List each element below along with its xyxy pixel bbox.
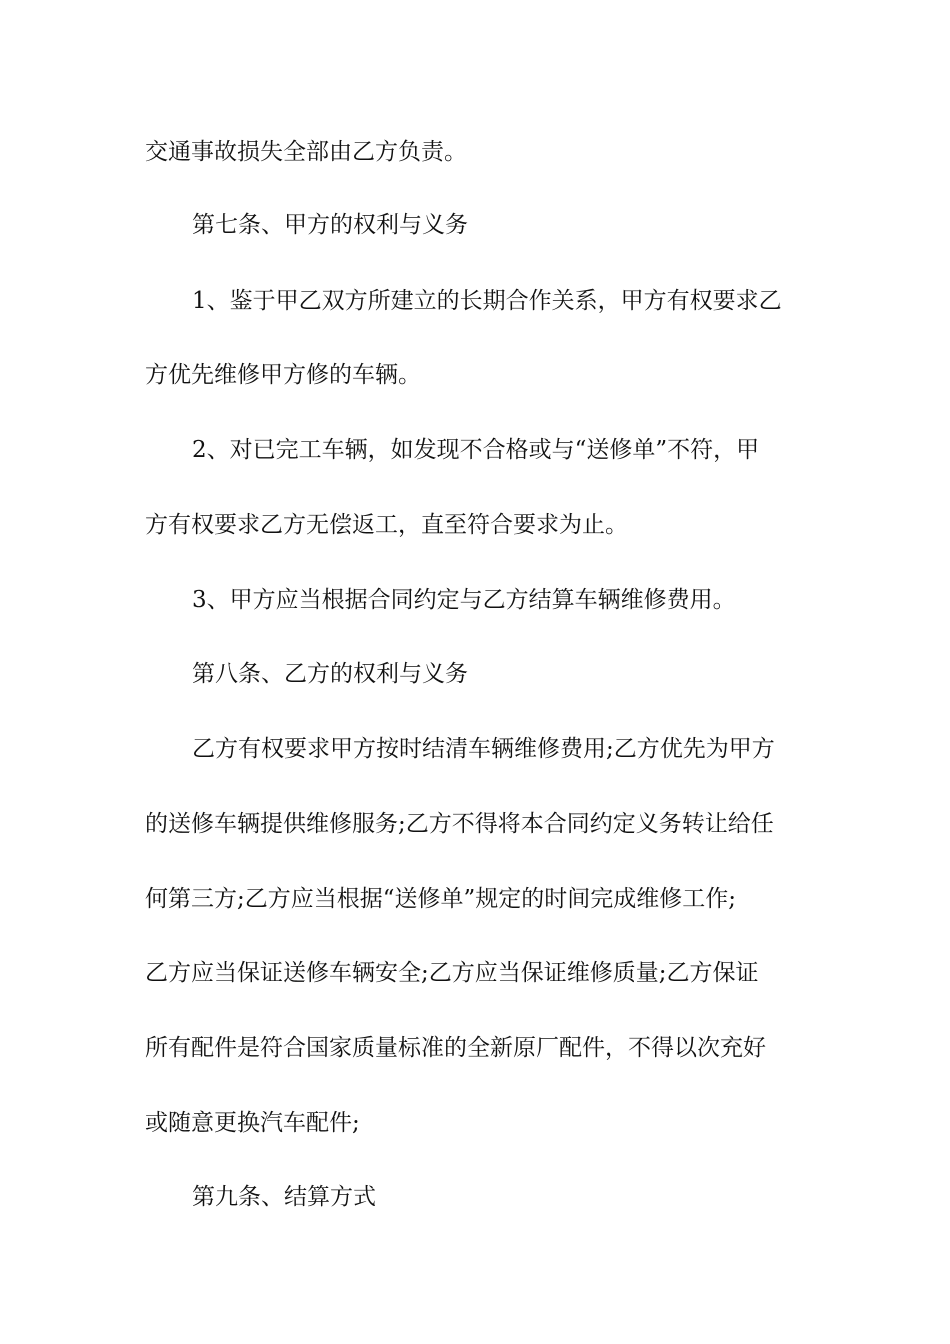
section-heading-8: 第八条、乙方的权利与义务 (192, 661, 468, 687)
text-line-4: 方优先维修甲方修的车辆。 (145, 362, 421, 388)
section-heading-9: 第九条、结算方式 (192, 1184, 376, 1210)
text-line-6: 方有权要求乙方无偿返工，直至符合要求为止。 (145, 512, 628, 538)
text-line-5: 2、对已完工车辆，如发现不合格或与“送修单”不符，甲 (192, 437, 760, 463)
text-line-3: 1、鉴于甲乙双方所建立的长期合作关系，甲方有权要求乙 (192, 288, 782, 314)
text-line-10: 的送修车辆提供维修服务;乙方不得将本合同约定义务转让给任 (145, 811, 774, 837)
text-line-12: 乙方应当保证送修车辆安全;乙方应当保证维修质量;乙方保证 (145, 960, 759, 986)
text-line-11: 何第三方;乙方应当根据“送修单”规定的时间完成维修工作; (145, 886, 737, 912)
text-line-9: 乙方有权要求甲方按时结清车辆维修费用;乙方优先为甲方 (192, 736, 775, 762)
text-line-14: 或随意更换汽车配件; (145, 1110, 360, 1136)
text-line-13: 所有配件是符合国家质量标准的全新原厂配件，不得以次充好 (145, 1035, 766, 1061)
section-heading-7: 第七条、甲方的权利与义务 (192, 212, 468, 238)
text-line-7: 3、甲方应当根据合同约定与乙方结算车辆维修费用。 (192, 587, 736, 613)
text-line-1: 交通事故损失全部由乙方负责。 (145, 139, 467, 165)
